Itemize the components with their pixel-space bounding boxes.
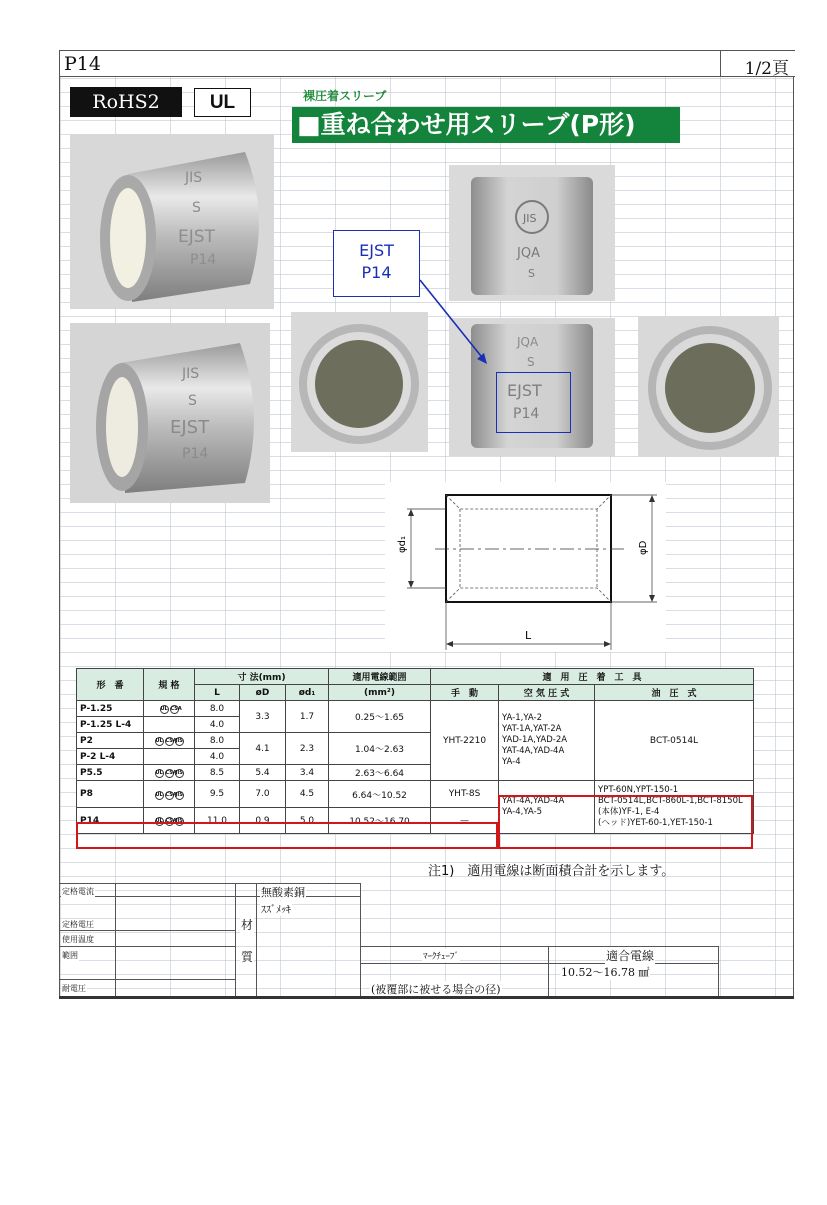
category-label: 裸圧着スリーブ — [303, 89, 387, 103]
cell-L: 11.0 — [195, 808, 240, 834]
cell-model: P8 — [77, 781, 144, 808]
cell-model: P5.5 — [77, 765, 144, 781]
table-row — [77, 701, 754, 717]
label-rated-voltage: 定格電圧 — [62, 920, 94, 929]
callout-line-1: EJST — [359, 241, 394, 260]
marking-callout — [333, 230, 420, 297]
photo-mark-text: JQA — [517, 246, 540, 261]
cell-d1: 4.5 — [286, 781, 329, 808]
photo-mark-text: P14 — [190, 252, 217, 268]
cell-manual-tool: YHT-2210 — [431, 701, 499, 781]
dimension-drawing — [385, 482, 666, 652]
plating-name: ｽｽﾞﾒｯｷ — [260, 901, 292, 916]
cell-range: 0.25～1.65 — [329, 701, 431, 733]
photo-sleeve-end-view-left — [291, 312, 428, 452]
label-material: 材 — [241, 918, 254, 932]
cell-L: 8.5 — [195, 765, 240, 781]
photo-mark-text: EJST — [178, 227, 215, 247]
material-name: 無酸素銅 — [261, 886, 305, 899]
cell-model: P-2 L-4 — [77, 749, 144, 765]
cell-standard-ul-csa-jis: UL CSA JIS — [144, 808, 195, 834]
ul-badge: UL — [194, 88, 251, 117]
cell-hydraulic-tool: BCT-0514L — [595, 701, 754, 781]
cell-manual-tool: — — [431, 808, 499, 834]
tool-line: YPT-60N,YPT-150-1 — [598, 785, 679, 795]
cell-D: 7.0 — [240, 781, 286, 808]
divider — [360, 963, 718, 964]
label-rated-current: 定格電流 — [62, 887, 94, 896]
cell-D: 5.4 — [240, 765, 286, 781]
header-d1: ød₁ — [286, 685, 329, 701]
photo-sleeve-bottom-left — [70, 323, 270, 503]
callout-arrow — [415, 275, 495, 370]
header-bar — [60, 50, 795, 77]
cell-L: 9.5 — [195, 781, 240, 808]
photo-mark-text: P14 — [513, 406, 540, 422]
cell-standard-ul-csa: UL CSA — [144, 701, 195, 717]
header-wire-unit: (mm²) — [329, 685, 431, 701]
cell-L: 8.0 — [195, 733, 240, 749]
highlight-p14-row — [76, 822, 498, 849]
cell-model: P14 — [77, 808, 144, 834]
header-hydraulic: 油 圧 式 — [595, 685, 754, 701]
cell-standard-ul-csa-jis: UL CSA JIS — [144, 781, 195, 808]
product-title: ■重ね合わせ用スリーブ(P形) — [292, 107, 680, 143]
tool-line: YAT-4A,YAD-4A — [502, 746, 565, 756]
photo-mark-text: JQA — [517, 335, 539, 349]
photo-sleeve-top-left — [70, 134, 274, 309]
cell-standard — [144, 717, 195, 733]
dimension-label-D: φD — [638, 540, 649, 555]
divider — [60, 930, 235, 931]
cell-D: 3.3 — [240, 701, 286, 733]
divider — [60, 979, 235, 980]
divider — [718, 946, 719, 996]
cover-diameter-note: (被覆部に被せる場合の径) — [371, 983, 501, 996]
model-code: P14 — [64, 53, 101, 75]
cell-pneumatic-tools — [499, 701, 595, 781]
label-withstand-voltage: 耐電圧 — [62, 984, 86, 993]
cell-range: 1.04～2.63 — [329, 733, 431, 765]
divider — [60, 946, 235, 947]
header-dimensions: 寸 法(mm) — [195, 669, 329, 685]
tool-line: YA-4 — [502, 757, 521, 767]
callout-line-2: P14 — [361, 263, 392, 282]
cell-manual-tool: YHT-8S — [431, 781, 499, 808]
dimension-label-d1: φd₁ — [397, 536, 408, 553]
photo-mark-text: S — [192, 200, 201, 216]
tool-line: YAT-1A,YAT-2A — [502, 724, 562, 734]
header-model: 形 番 — [77, 669, 144, 701]
header-L: L — [195, 685, 240, 701]
tool-line: YAT-4A,YAD-4A — [502, 796, 565, 806]
cell-range: 10.52～16.70 — [329, 808, 431, 834]
photo-mark-text: S — [188, 393, 197, 409]
cell-range: 6.64～10.52 — [329, 781, 431, 808]
photo-mark-text: S — [527, 355, 535, 369]
header-standard: 規 格 — [144, 669, 195, 701]
header-wire-range: 適用電線範囲 — [329, 669, 431, 685]
cell-d1: 2.3 — [286, 733, 329, 765]
divider — [256, 883, 257, 996]
cell-L: 4.0 — [195, 717, 240, 733]
label-quality: 質 — [241, 950, 254, 964]
cell-d1: 1.7 — [286, 701, 329, 733]
tool-line: (ヘッド)YET-60-1,YET-150-1 — [598, 818, 713, 828]
tool-line: BCT-0514L,BCT-860L-1,BCT-8150L — [598, 796, 743, 806]
cell-L: 8.0 — [195, 701, 240, 717]
cell-range: 2.63～6.64 — [329, 765, 431, 781]
photo-mark-text: EJST — [170, 417, 210, 438]
spec-sheet — [59, 50, 794, 998]
header-manual: 手 動 — [431, 685, 499, 701]
photo-mark-text: P14 — [182, 446, 209, 462]
divider — [360, 883, 361, 996]
cell-D: 4.1 — [240, 733, 286, 765]
cell-standard-ul-csa-jis: UL CSA JIS — [144, 733, 195, 749]
cell-d1: 3.4 — [286, 765, 329, 781]
header-tools: 適 用 圧 着 工 具 — [431, 669, 754, 685]
divider — [548, 946, 549, 996]
rohs-badge: RoHS2 — [70, 87, 182, 117]
photo-mark-text: JIS — [182, 366, 200, 382]
divider — [60, 896, 360, 897]
page-number-cell — [720, 51, 795, 77]
compatible-wire-value: 10.52～16.78 ㎟ — [561, 966, 650, 979]
label-temp-range-1: 使用温度 — [62, 935, 94, 944]
tool-line: YA-4,YA-5 — [502, 807, 542, 817]
cell-model: P-1.25 — [77, 701, 144, 717]
cell-model: P-1.25 L-4 — [77, 717, 144, 733]
tool-line: YAD-1A,YAD-2A — [502, 735, 568, 745]
divider — [235, 883, 236, 996]
photo-sleeve-end-view-right — [638, 316, 779, 457]
cell-model: P2 — [77, 733, 144, 749]
divider — [360, 946, 718, 947]
dimension-label-L: L — [525, 629, 532, 642]
label-compatible-wire: 適合電線 — [606, 949, 655, 963]
tool-line: YA-1,YA-2 — [502, 713, 542, 723]
cell-standard — [144, 749, 195, 765]
page-number: 1/2頁 — [744, 59, 789, 79]
cell-d1: 5.0 — [286, 808, 329, 834]
header-D: øD — [240, 685, 286, 701]
sheet-bottom-border — [59, 996, 794, 999]
cell-D: 0.9 — [240, 808, 286, 834]
photo-mark-text: EJST — [507, 381, 542, 400]
cell-standard-ul-csa-jis: UL CSA JIS — [144, 765, 195, 781]
photo-mark-text: S — [528, 267, 535, 280]
tool-line: (本体)YF-1, E-4 — [598, 807, 660, 817]
highlight-p8-tools — [498, 795, 753, 849]
photo-mark-text: JIS — [523, 212, 537, 225]
cell-L: 4.0 — [195, 749, 240, 765]
label-mark-tube: ﾏｰｸﾁｭｰﾌﾞ — [422, 949, 460, 962]
header-pneumatic: 空 気 圧 式 — [499, 685, 595, 701]
photo-mark-text: JIS — [185, 170, 203, 186]
footnote: 注1) 適用電線は断面積合計を示します。 — [428, 864, 675, 879]
label-temp-range-2: 範囲 — [62, 951, 78, 960]
divider — [60, 883, 360, 884]
marking-highlight-box — [496, 372, 571, 433]
